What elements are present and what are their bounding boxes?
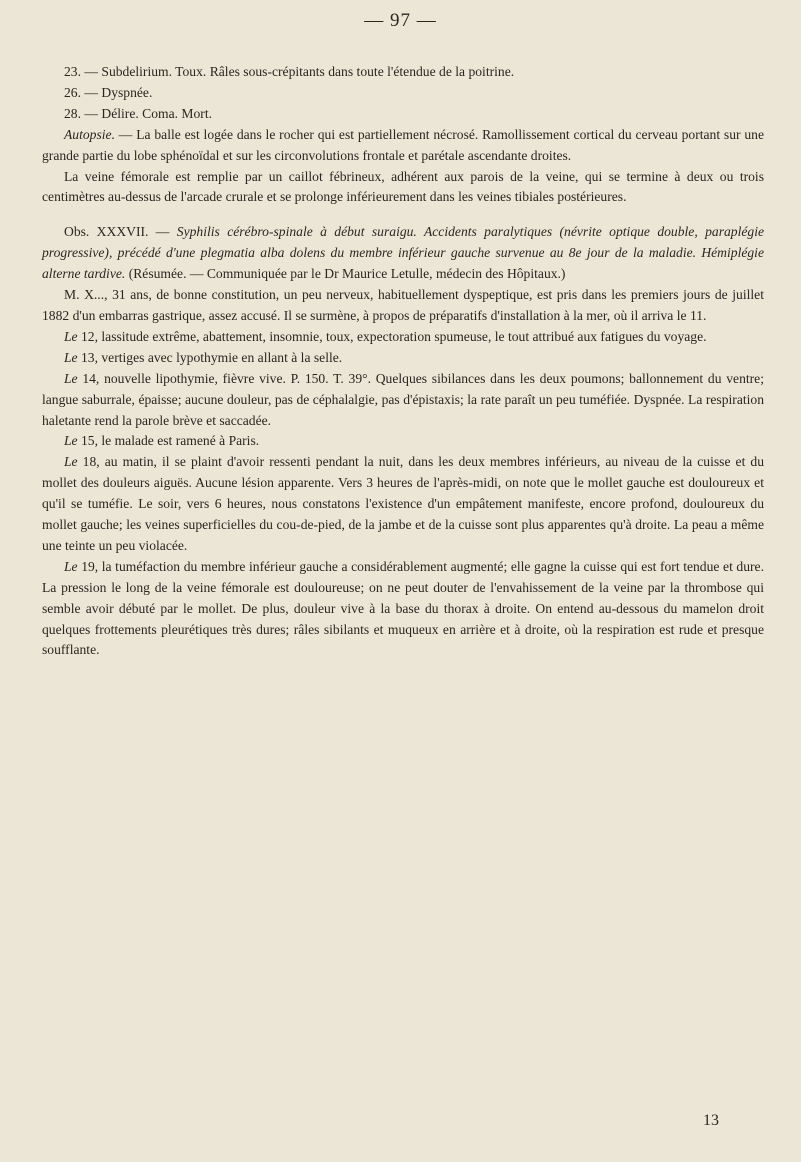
observation-label: Obs. XXXVII. — [64,224,177,240]
observation-title: Syphilis cérébro-spinale à début suraigu. Accidents paralytiques (névrite optique double, paraplégie progressive), précédé d'une plegmatia alba dolens du membre inférieur gauche survenue au 8e jour de la maladie. Hémiplégie alterne tardive. [42,224,765,282]
clinical-entry-26: 26. — Dyspnée. [64,84,153,100]
case-paragraph: Le 18, au matin, il se plaint d'avoir ressenti pendant la nuit, dans les deux membres inférieurs, au niveau de la cuisse et du mollet des douleurs aiguës. Aucune lésion apparente. Vers 3 heures de l'après-midi, on note que le mollet gauche est douloureux et qu'il se tuméfie. Le soir, vers 6 heures, nous constatons l'existence d'un empâtement manifeste, encore profond, douloureux du mollet gauche; les veines superficielles du cou-de-pied, de la jambe et de la cuisse sont plus apparentes qu'à droite. La peau a même une teinte un peu violacée. [42,454,764,553]
date-label: Le [64,558,78,574]
date-label: Le [64,349,78,365]
clinical-entry-23: 23. — Subdelirium. Toux. Râles sous-crépitants dans toute l'étendue de la poitrine. [64,64,515,79]
date-label: Le [64,370,78,386]
date-label: Le [64,454,78,470]
case-paragraph: Le 15, le malade est ramené à Paris. [64,433,260,449]
date-label: Le [64,433,78,449]
date-label: Le [64,328,78,344]
clinical-entry-28: 28. — Délire. Coma. Mort. [64,105,212,121]
autopsy-label: Autopsie. [64,126,115,142]
observation-heading [42,222,764,285]
autopsy-paragraph [42,125,764,167]
observation-note: (Résumée. — Communiquée par le Dr Maurice Letulle, médecin des Hôpitaux.) [125,266,566,282]
case-paragraph: Le 12, lassitude extrême, abattement, insomnie, toux, expectoration spumeuse, le tout attribué aux fatigues du voyage. [64,328,707,344]
signature-mark: 13 [703,1112,719,1129]
case-paragraph: Le 13, vertiges avec lypothymie en allant à la selle. [64,349,343,365]
page-number: — 97 — [364,10,437,31]
case-paragraph: M. X..., 31 ans, de bonne constitution, un peu nerveux, habituellement dyspeptique, est pris dans les premiers jours de juillet 1882 d'un embarras gastrique, assez accusé. Il se surmène, à propos de préparatifs d'installation à la mer, où il arriva le 11. [42,287,764,323]
case-paragraph: Le 14, nouvelle lipothymie, fièvre vive. P. 150. T. 39°. Quelques sibilances dans les deux poumons; ballonnement du ventre; langue saburrale, épaisse; aucune douleur, pas de céphalalgie, pas d'épistaxis; la rate paraît un peu tuméfiée. Dyspnée. La respiration haletante rend la parole brève et saccadée. [42,370,764,428]
text-column [42,62,764,661]
autopsy-text: — La balle est logée dans le rocher qui est partiellement nécrosé. Ramollissement cortical du cerveau portant sur une grande partie du lobe sphénoïdal et sur les circonvolutions frontale et parétale ascendante droites. [42,126,764,163]
case-paragraph: Le 19, la tuméfaction du membre inférieur gauche a considérablement augmenté; elle gagne la cuisse qui est fort tendue et dure. La pression le long de la veine fémorale est douloureuse; on ne peut douter de l'envahissement de la veine par la thrombose qui semble avoir débuté par le mollet. De plus, douleur vive à la base du thorax à droite. On entend au-dessous du mamelon droit quelques frottements pleurétiques très dures; râles sibilants et muqueux en arrière et à droite, où la respiration est rude et presque soufflante. [42,558,764,658]
vein-paragraph: La veine fémorale est remplie par un caillot fébrineux, adhérent aux parois de la veine, qui se termine à deux ou trois centimètres au-dessus de l'arcade crurale et se prolonge inférieurement dans les veines tibiales postérieures. [42,168,764,205]
